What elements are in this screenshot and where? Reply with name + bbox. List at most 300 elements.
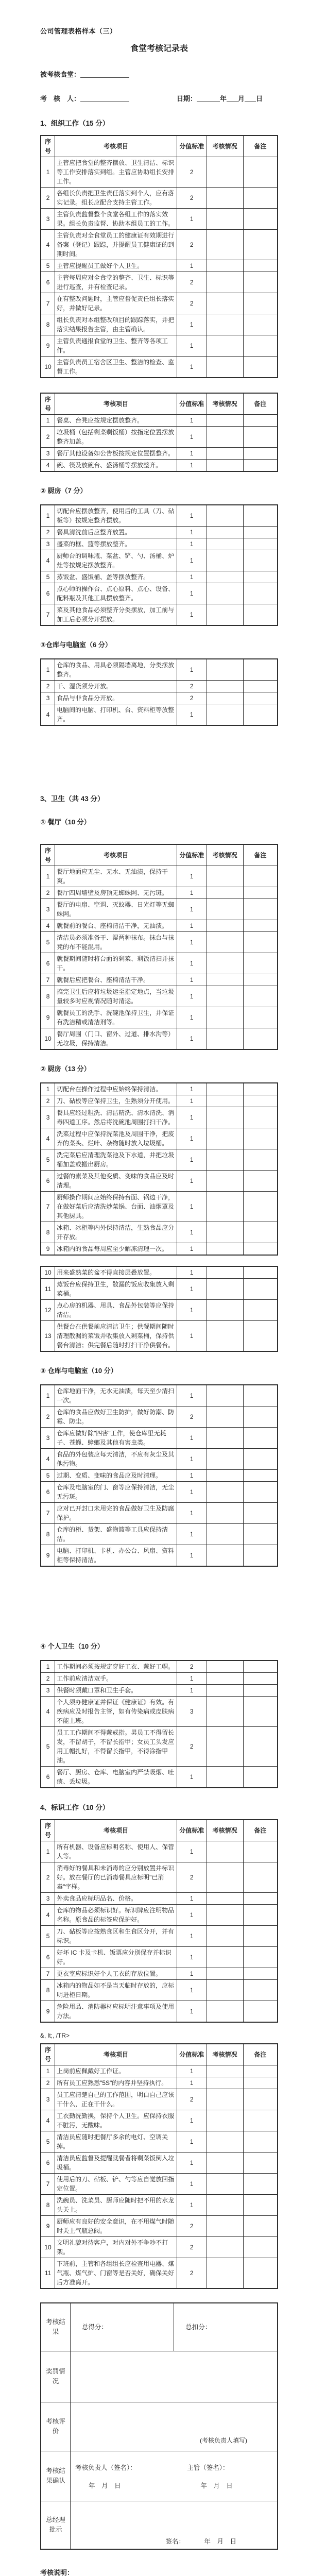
remark-cell[interactable] [243,1524,278,1545]
row-number-cell: 9 [41,335,55,357]
remark-cell[interactable] [243,899,278,920]
assessment-result-cell[interactable] [207,2153,243,2174]
assessment-result-cell[interactable] [207,1385,243,1406]
remark-cell[interactable] [243,1007,278,1028]
remark-cell[interactable] [243,293,278,314]
remark-cell[interactable] [243,932,278,953]
assessment-result-cell[interactable] [207,2216,243,2237]
doc-series-label: 公司管理表格样本（三） [40,27,117,35]
assessment-result-cell[interactable] [207,415,243,427]
remark-cell[interactable] [243,1470,278,1482]
assessment-result-cell[interactable] [207,427,243,448]
notes-title: 考核说明： [40,2569,74,2576]
assessment-result-cell[interactable] [207,659,243,681]
assessment-result-cell[interactable] [207,2174,243,2195]
remark-cell[interactable] [243,1968,278,1980]
assessment-table [40,393,278,472]
remark-cell[interactable] [243,2237,278,2258]
assessment-item-cell: 消毒好的餐具和未消毒的应分别放置并标识好。放在餐厅的已消毒餐具应标明"已消毒"字样。 [55,1862,177,1893]
assessment-item-cell: 供餐台在供餐前应清洁卫生；供餐期间随时清理散漏的菜饭并收集放入剩菜桶，保持供餐台清洁；供完餐后随时打扫干净供餐台。 [55,1321,177,1352]
assessment-item-cell: 仓库应做好除"四害"工作，使仓库里无耗子、苍蝇、蟑螂及其他有害虫类。 [55,1428,177,1449]
assessment-result-cell[interactable] [207,188,243,209]
remark-cell[interactable] [243,887,278,899]
assessment-result-cell[interactable] [207,1697,243,1727]
score-standard-cell: 2 [177,1862,207,1893]
assessment-result-cell[interactable] [207,1083,243,1095]
assessment-row [41,1321,278,1352]
remark-cell[interactable] [243,583,278,604]
assessment-item-cell: 工作前应清洁双手。 [55,1673,177,1685]
assessment-result-cell[interactable] [207,157,243,188]
row-number-cell: 5 [41,260,55,272]
assessment-result-cell[interactable] [207,2065,243,2077]
assessment-result-cell[interactable] [207,1449,243,1470]
assessment-result-cell[interactable] [207,1095,243,1107]
remark-cell[interactable] [243,1107,278,1128]
confirm-cell[interactable] [71,2451,278,2501]
column-header: 考核情况 [207,135,243,157]
row-number-cell: 1 [41,1385,55,1406]
remark-cell[interactable] [243,1083,278,1095]
assessment-result-cell[interactable] [207,1171,243,1192]
assessment-result-cell[interactable] [207,2110,243,2131]
assessment-result-cell[interactable] [207,230,243,260]
assessment-result-cell[interactable] [207,1660,243,1673]
remark-cell[interactable] [243,866,278,887]
score-standard-cell: 2 [177,692,207,704]
row-number-cell: 7 [41,974,55,986]
remark-cell[interactable] [243,527,278,538]
row-number-cell: 5 [41,1727,55,1767]
assessment-result-cell[interactable] [207,986,243,1007]
remark-cell[interactable] [243,209,278,230]
assessment-table [40,2043,278,2289]
remark-cell[interactable] [243,1385,278,1406]
assessment-result-cell[interactable] [207,550,243,571]
remark-cell[interactable] [243,1905,278,1926]
assessment-row [41,230,278,260]
assessment-table [40,658,278,726]
table-header-row [41,2044,278,2065]
assessment-result-cell[interactable] [207,272,243,293]
score-standard-cell: 1 [177,1685,207,1697]
assessment-result-cell[interactable] [207,1841,243,1862]
assessment-item-cell: 餐厅的电扇、空调、灭蚊器、日光灯等无蜘蛛网。 [55,899,177,920]
remark-cell[interactable] [243,571,278,583]
remark-cell[interactable] [243,505,278,527]
assessment-result-cell[interactable] [207,2089,243,2110]
score-standard-cell: 1 [177,604,207,626]
row-number-cell: 2 [41,527,55,538]
score-standard-cell: 2 [177,2258,207,2289]
score-standard-cell: 1 [177,2065,207,2077]
assessment-result-cell[interactable] [207,1128,243,1149]
date-month-blank[interactable] [227,95,238,102]
assessment-result-cell[interactable] [207,2001,243,2023]
remark-cell[interactable] [243,1406,278,1428]
remark-cell[interactable] [243,2131,278,2153]
remark-cell[interactable] [243,2153,278,2174]
remark-cell[interactable] [243,335,278,357]
assessment-result-cell[interactable] [207,260,243,272]
assessment-row [41,293,278,314]
remark-cell[interactable] [243,357,278,378]
assessment-row [41,986,278,1007]
assessment-result-cell[interactable] [207,1192,243,1222]
remark-cell[interactable] [243,230,278,260]
assessment-result-cell[interactable] [207,1685,243,1697]
assessment-result-cell[interactable] [207,1767,243,1788]
score-standard-cell: 1 [177,260,207,272]
assessment-table [40,504,278,626]
date-field [177,95,263,103]
remark-cell[interactable] [243,2077,278,2089]
row-number-cell: 5 [41,1926,55,1947]
assessment-result-cell[interactable] [207,538,243,550]
assessment-result-cell[interactable] [207,1862,243,1893]
row-number-cell: 4 [41,460,55,472]
remark-cell[interactable] [243,272,278,293]
assessment-result-cell[interactable] [207,1905,243,1926]
assessment-result-cell[interactable] [207,293,243,314]
assessment-result-cell[interactable] [207,1503,243,1524]
assessment-row [41,550,278,571]
remark-cell[interactable] [243,1697,278,1727]
gm-sign-date: 年 月 日 [204,2538,236,2545]
remark-cell[interactable] [243,1673,278,1685]
remark-cell[interactable] [243,1841,278,1862]
remark-cell[interactable] [243,1660,278,1673]
row-number-cell: 1 [41,415,55,427]
score-standard-cell: 2 [177,1727,207,1767]
assessment-item-cell: 冰箱内的物品如不是当天临时存放的，应标明进柜日期。 [55,1980,177,2001]
assessment-row [41,2237,278,2258]
assessment-result-cell[interactable] [207,1149,243,1171]
remark-cell[interactable] [243,1893,278,1905]
remark-cell[interactable] [243,460,278,472]
score-standard-cell: 1 [177,1095,207,1107]
assessment-result-cell[interactable] [207,527,243,538]
assessment-result-cell[interactable] [207,1222,243,1243]
assessment-result-cell[interactable] [207,932,243,953]
assessment-result-cell[interactable] [207,314,243,335]
assessment-result-cell[interactable] [207,1524,243,1545]
assessor-sign-date: 年 月 日 [89,2482,121,2489]
remark-cell[interactable] [243,550,278,571]
remark-cell[interactable] [243,1095,278,1107]
remark-cell[interactable] [243,2174,278,2195]
remark-cell[interactable] [243,1300,278,1321]
score-standard-cell: 1 [177,866,207,887]
assessment-row [41,1083,278,1095]
assessor-sign-label: 考核负责人（签名）： [75,2464,136,2471]
assessment-result-cell[interactable] [207,2131,243,2153]
remark-cell[interactable] [243,1149,278,1171]
remark-cell[interactable] [243,1926,278,1947]
assessment-result-cell[interactable] [207,1279,243,1300]
assessment-result-cell[interactable] [207,681,243,692]
assessment-result-cell[interactable] [207,953,243,974]
assessment-row [41,1660,278,1673]
remark-cell[interactable] [243,1222,278,1243]
assessment-result-cell[interactable] [207,209,243,230]
assessment-row [41,1266,278,1279]
assessment-result-cell[interactable] [207,583,243,604]
row-number-cell: 1 [41,505,55,527]
remark-cell[interactable] [243,1545,278,1567]
score-standard-cell: 1 [177,899,207,920]
assessment-result-cell[interactable] [207,1428,243,1449]
remark-cell[interactable] [243,920,278,932]
assessment-result-cell[interactable] [207,1007,243,1028]
remark-cell[interactable] [243,1028,278,1050]
canteen-blank-input[interactable] [80,71,129,78]
column-header: 序号 [41,393,55,415]
assessment-result-cell[interactable] [207,2077,243,2089]
score-standard-cell: 1 [177,538,207,550]
remark-cell[interactable] [243,1947,278,1968]
remark-cell[interactable] [243,2089,278,2110]
assessment-row [41,2174,278,2195]
gm-blank-cell[interactable] [71,2501,278,2550]
row-number-cell: 3 [41,538,55,550]
supervisor-signature-block [187,2461,279,2491]
assessor-field-label: 考 核 人： [40,95,81,103]
assessment-result-cell[interactable] [207,1673,243,1685]
column-header: 考核项目 [55,135,177,157]
remark-cell[interactable] [243,2110,278,2131]
score-standard-cell: 2 [177,2237,207,2258]
date-year-blank[interactable] [197,95,220,102]
remark-cell[interactable] [243,1243,278,1256]
section-heading: 1、组织工作（15 分） [40,120,110,127]
assessment-result-cell[interactable] [207,887,243,899]
row-number-cell: 1 [41,1841,55,1862]
assessment-result-cell[interactable] [207,2258,243,2289]
assessment-result-cell[interactable] [207,1470,243,1482]
remark-cell[interactable] [243,1449,278,1470]
remark-cell[interactable] [243,314,278,335]
row-number-cell: 10 [41,2237,55,2258]
assessment-item-cell: 洗碗员、洗菜员、厨师应随时把不用的水龙头关上。 [55,2195,177,2216]
remark-cell[interactable] [243,2258,278,2289]
remark-cell[interactable] [243,2195,278,2216]
assessment-result-cell[interactable] [207,1482,243,1503]
assessment-result-cell[interactable] [207,1727,243,1767]
assessment-row [41,1524,278,1545]
remark-cell[interactable] [243,1685,278,1697]
assessment-row [41,1406,278,1428]
column-header: 分值标准 [177,844,207,866]
remark-cell[interactable] [243,448,278,460]
score-standard-cell: 1 [177,953,207,974]
remark-cell[interactable] [243,1279,278,1300]
remark-cell[interactable] [243,1482,278,1503]
assessment-table [40,1082,278,1256]
remark-cell[interactable] [243,1862,278,1893]
assessment-row [41,1727,278,1767]
assessment-result-cell[interactable] [207,571,243,583]
row-number-cell: 2 [41,427,55,448]
assessment-result-cell[interactable] [207,1406,243,1428]
remark-cell[interactable] [243,1980,278,2001]
assessment-result-cell[interactable] [207,357,243,378]
assessment-row [41,188,278,209]
row-number-cell: 2 [41,1862,55,1893]
assessment-result-cell[interactable] [207,1545,243,1567]
remark-cell[interactable] [243,260,278,272]
remark-cell[interactable] [243,953,278,974]
assessor-blank-input[interactable] [80,95,129,102]
assessment-item-cell: 过餐的素菜及其他变质、变味的食品应及时清理。 [55,1171,177,1192]
subsection-heading: ① 餐厅（10 分） [40,818,91,826]
assessment-result-cell[interactable] [207,1968,243,1980]
remark-cell[interactable] [243,538,278,550]
score-standard-cell: 1 [177,1028,207,1050]
assessment-result-cell[interactable] [207,505,243,527]
row-number-cell: 1 [41,157,55,188]
column-header: 考核情况 [207,393,243,415]
subsection-heading: ② 厨房（13 分） [40,1065,91,1073]
assessment-row [41,1449,278,1470]
column-header: 分值标准 [177,1820,207,1841]
remark-cell[interactable] [243,1128,278,1149]
total-score-cell[interactable] [71,2303,174,2351]
gm-sign-label: 签名： [165,2538,185,2545]
row-number-cell: 8 [41,314,55,335]
remark-cell[interactable] [243,2216,278,2237]
remark-cell[interactable] [243,188,278,209]
assessment-row [41,335,278,357]
score-standard-cell: 1 [177,1470,207,1482]
assessment-item-cell: 餐厅、厨房、仓库、电脑室内严禁吸烟、吐痰、丢垃圾。 [55,1767,177,1788]
score-standard-cell: 1 [177,1980,207,2001]
assessment-result-cell[interactable] [207,335,243,357]
assessment-result-cell[interactable] [207,866,243,887]
row-number-cell: 2 [41,1673,55,1685]
score-standard-cell: 1 [177,550,207,571]
remark-cell[interactable] [243,659,278,681]
date-day-blank[interactable] [245,95,256,102]
assessment-result-cell[interactable] [207,1926,243,1947]
assessment-result-cell[interactable] [207,692,243,704]
assessment-row [41,1300,278,1321]
score-standard-cell: 2 [177,2089,207,2110]
assessment-item-cell: 供餐时须戴口罩和卫生手套。 [55,1685,177,1697]
remark-cell[interactable] [243,604,278,626]
evaluation-blank-cell[interactable] [71,2402,278,2451]
assessment-row [41,1673,278,1685]
remark-cell[interactable] [243,974,278,986]
assessment-result-cell[interactable] [207,1300,243,1321]
assessment-result-cell[interactable] [207,974,243,986]
remark-cell[interactable] [243,2001,278,2023]
remark-cell[interactable] [243,415,278,427]
reward-blank-cell[interactable] [71,2351,278,2402]
assessor-signature-block [72,2461,187,2491]
page-gap [40,836,278,844]
remark-cell[interactable] [243,1767,278,1788]
date-field-label: 日期： [177,95,197,103]
assessment-item-cell: 各组长负责把卫生责任落实到个人，应有落实记录。组长应配合支持主管工作。 [55,188,177,209]
remark-cell[interactable] [243,704,278,726]
assessment-result-cell[interactable] [207,448,243,460]
column-header: 序号 [41,844,55,866]
column-header: 备注 [243,393,278,415]
assessment-row [41,260,278,272]
assessment-row [41,2153,278,2174]
page-gap [40,1260,278,1266]
score-standard-cell: 1 [177,920,207,932]
assessment-item-cell: 餐厅四周墙壁及房顶无蜘蛛网、无污斑。 [55,887,177,899]
assessment-result-cell[interactable] [207,1243,243,1256]
assessment-row [41,1862,278,1893]
remark-cell[interactable] [243,1321,278,1352]
score-standard-cell: 2 [177,681,207,692]
assessment-result-cell[interactable] [207,899,243,920]
assessment-result-cell[interactable] [207,460,243,472]
assessment-result-cell[interactable] [207,704,243,726]
remark-cell[interactable] [243,1428,278,1449]
total-deduction-cell[interactable] [174,2303,278,2351]
assessment-result-cell[interactable] [207,604,243,626]
assessment-row [41,899,278,920]
remark-cell[interactable] [243,986,278,1007]
assessment-item-cell: 清洁员应随时把餐厅多余的电灯、空调关掉。 [55,2131,177,2153]
assessment-row [41,1385,278,1406]
row-number-cell: 9 [41,2216,55,2237]
remark-cell[interactable] [243,2065,278,2077]
assessment-row [41,1095,278,1107]
assessment-result-cell[interactable] [207,2237,243,2258]
assessment-row [41,1968,278,1980]
document-content [40,0,278,2576]
assessment-result-cell[interactable] [207,1893,243,1905]
assessment-result-cell[interactable] [207,1266,243,1279]
row-number-cell: 1 [41,1660,55,1673]
score-standard-cell: 1 [177,1545,207,1567]
remark-cell[interactable] [243,1503,278,1524]
score-standard-cell: 1 [177,2131,207,2153]
remark-cell[interactable] [243,157,278,188]
assessment-row [41,1482,278,1503]
remark-cell[interactable] [243,1171,278,1192]
remark-cell[interactable] [243,681,278,692]
supervisor-sign-date: 年 月 日 [200,2482,233,2489]
remark-cell[interactable] [243,1266,278,1279]
remark-cell[interactable] [243,1192,278,1222]
assessment-row [41,1697,278,1727]
page-gap [40,730,278,779]
assessment-row [41,1192,278,1222]
assessment-result-cell[interactable] [207,920,243,932]
assessment-item-cell: 垃圾桶（包括剩菜剩饭桶）按指定位置摆放整齐加盖。 [55,427,177,448]
assessment-item-cell: 洗菜过程中应保持洗菜池及周围干净，把废弃的菜头、烂叶、杂物随时放入垃圾桶。 [55,1128,177,1149]
assessment-result-cell[interactable] [207,1321,243,1352]
remark-cell[interactable] [243,1727,278,1767]
page-gap [40,382,278,393]
row-number-cell: 3 [41,1107,55,1128]
remark-cell[interactable] [243,427,278,448]
assessment-result-cell[interactable] [207,1028,243,1050]
assessment-result-cell[interactable] [207,1947,243,1968]
score-standard-cell: 2 [177,293,207,314]
assessment-result-cell[interactable] [207,1980,243,2001]
remark-cell[interactable] [243,692,278,704]
assessment-result-cell[interactable] [207,1107,243,1128]
assessment-result-cell[interactable] [207,2195,243,2216]
row-number-cell: 3 [41,899,55,920]
